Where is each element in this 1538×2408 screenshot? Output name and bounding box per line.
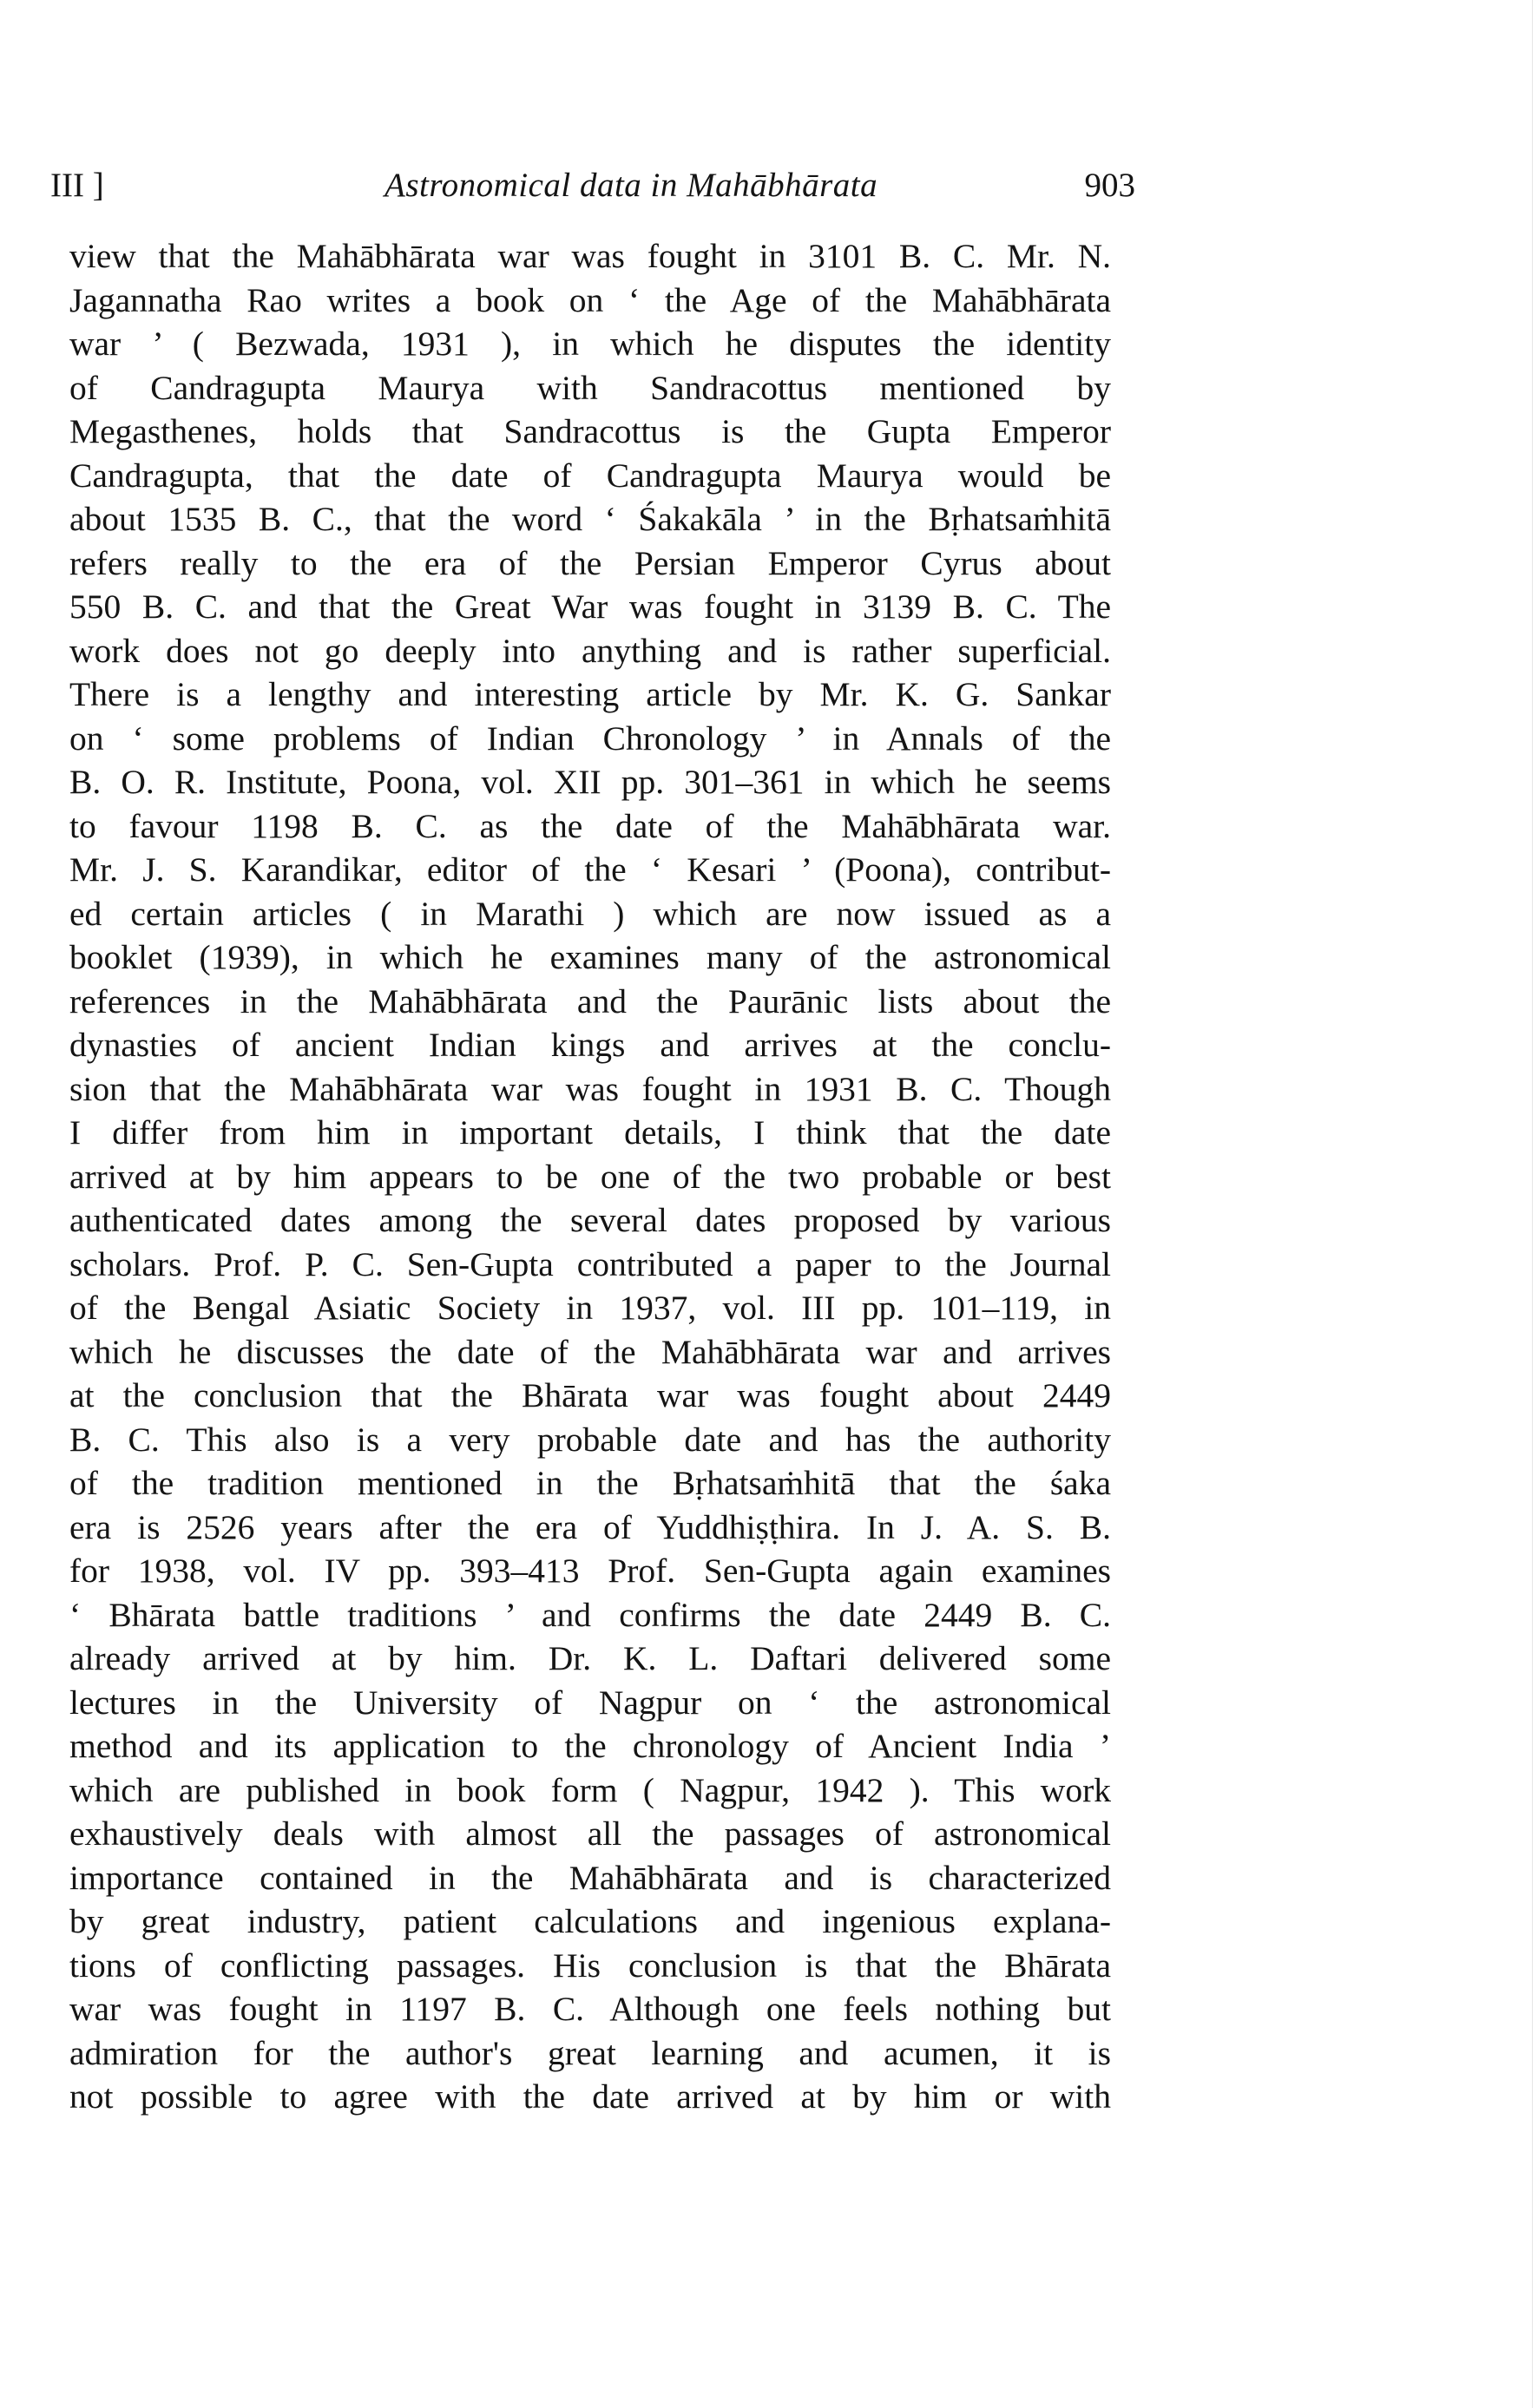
- text-line: already arrived at by him. Dr. K. L. Daftari delivered some: [69, 1639, 1111, 1677]
- text-line: ‘ Bhārata battle traditions ’ and confirms the date 2449 B. C.: [69, 1595, 1111, 1634]
- text-line: method and its application to the chronology of Ancient India ’: [69, 1727, 1111, 1765]
- text-line: 550 B. C. and that the Great War was fought in 3139 B. C. The: [69, 587, 1111, 626]
- text-line: of the tradition mentioned in the Bṛhatsaṁhitā that the śaka: [69, 1464, 1111, 1502]
- text-line: to favour 1198 B. C. as the date of the Mahābhārata war.: [69, 806, 1111, 845]
- text-line: which are published in book form ( Nagpur, 1942 ). This work: [69, 1770, 1111, 1809]
- text-line: Jagannatha Rao writes a book on ‘ the Age of the Mahābhārata: [69, 280, 1111, 319]
- text-line: dynasties of ancient Indian kings and arrives at the conclu-: [69, 1026, 1111, 1064]
- text-line: ed certain articles ( in Marathi ) which are now issued as a: [69, 894, 1111, 933]
- text-line: I differ from him in important details, I think that the date: [69, 1113, 1111, 1152]
- page-number: 903: [1084, 167, 1135, 204]
- text-line: authenticated dates among the several dates proposed by various: [69, 1201, 1111, 1239]
- text-line: of Candragupta Maurya with Sandracottus mentioned by: [69, 368, 1111, 407]
- text-line: references in the Mahābhārata and the Paurānic lists about the: [69, 981, 1111, 1020]
- text-line: for 1938, vol. IV pp. 393–413 Prof. Sen-Gupta again examines: [69, 1552, 1111, 1590]
- text-line: B. C. This also is a very probable date and has the authority: [69, 1420, 1111, 1459]
- text-line: view that the Mahābhārata war was fought in 3101 B. C. Mr. N.: [69, 237, 1111, 275]
- text-line: booklet (1939), in which he examines many of the astronomical: [69, 938, 1111, 976]
- text-line: importance contained in the Mahābhārata and is characterized: [69, 1858, 1111, 1897]
- text-line: arrived at by him appears to be one of the two probable or best: [69, 1157, 1111, 1196]
- running-title: Astronomical data in Mahābhārata: [384, 167, 878, 204]
- text-line: admiration for the author's great learning and acumen, it is: [69, 2033, 1111, 2072]
- text-line: about 1535 B. C., that the word ‘ Śakakāla ’ in the Bṛhatsaṁhitā: [69, 500, 1111, 538]
- section-marker: III ]: [50, 167, 104, 204]
- text-line: scholars. Prof. P. C. Sen-Gupta contributed a paper to the Journal: [69, 1244, 1111, 1283]
- text-line: by great industry, patient calculations and ingenious explana-: [69, 1902, 1111, 1940]
- text-line: refers really to the era of the Persian Emperor Cyrus about: [69, 543, 1111, 582]
- text-line: sion that the Mahābhārata war was fought in 1931 B. C. Though: [69, 1069, 1111, 1108]
- text-line: B. O. R. Institute, Poona, vol. XII pp. 301–361 in which he seems: [69, 763, 1111, 801]
- body-paragraph: [69, 234, 1111, 2119]
- text-line: There is a lengthy and interesting article by Mr. K. G. Sankar: [69, 675, 1111, 713]
- text-line: era is 2526 years after the era of Yuddhiṣṭhira. In J. A. S. B.: [69, 1507, 1111, 1546]
- text-line: work does not go deeply into anything and is rather superficial.: [69, 631, 1111, 670]
- text-line: not possible to agree with the date arrived at by him or with: [69, 2077, 1111, 2116]
- page-edge-divider: [1532, 0, 1533, 2408]
- text-line: Megasthenes, holds that Sandracottus is the Gupta Emperor: [69, 412, 1111, 450]
- text-line: Mr. J. S. Karandikar, editor of the ‘ Kesari ’ (Poona), contribut-: [69, 850, 1111, 889]
- text-line: on ‘ some problems of Indian Chronology ’ in Annals of the: [69, 718, 1111, 758]
- text-line: at the conclusion that the Bhārata war was fought about 2449: [69, 1376, 1111, 1414]
- text-line: Candragupta, that the date of Candragupta Maurya would be: [69, 456, 1111, 495]
- text-line: tions of conflicting passages. His conclusion is that the Bhārata: [69, 1945, 1111, 1985]
- text-line: war was fought in 1197 B. C. Although one feels nothing but: [69, 1990, 1111, 2028]
- text-line: which he discusses the date of the Mahābhārata war and arrives: [69, 1332, 1111, 1371]
- page-header: [50, 163, 1135, 208]
- text-line: war ’ ( Bezwada, 1931 ), in which he disputes the identity: [69, 325, 1111, 363]
- text-line: lectures in the University of Nagpur on ‘ the astronomical: [69, 1683, 1111, 1722]
- text-line: exhaustively deals with almost all the passages of astronomical: [69, 1814, 1111, 1853]
- text-line: of the Bengal Asiatic Society in 1937, vol. III pp. 101–119, in: [69, 1289, 1111, 1327]
